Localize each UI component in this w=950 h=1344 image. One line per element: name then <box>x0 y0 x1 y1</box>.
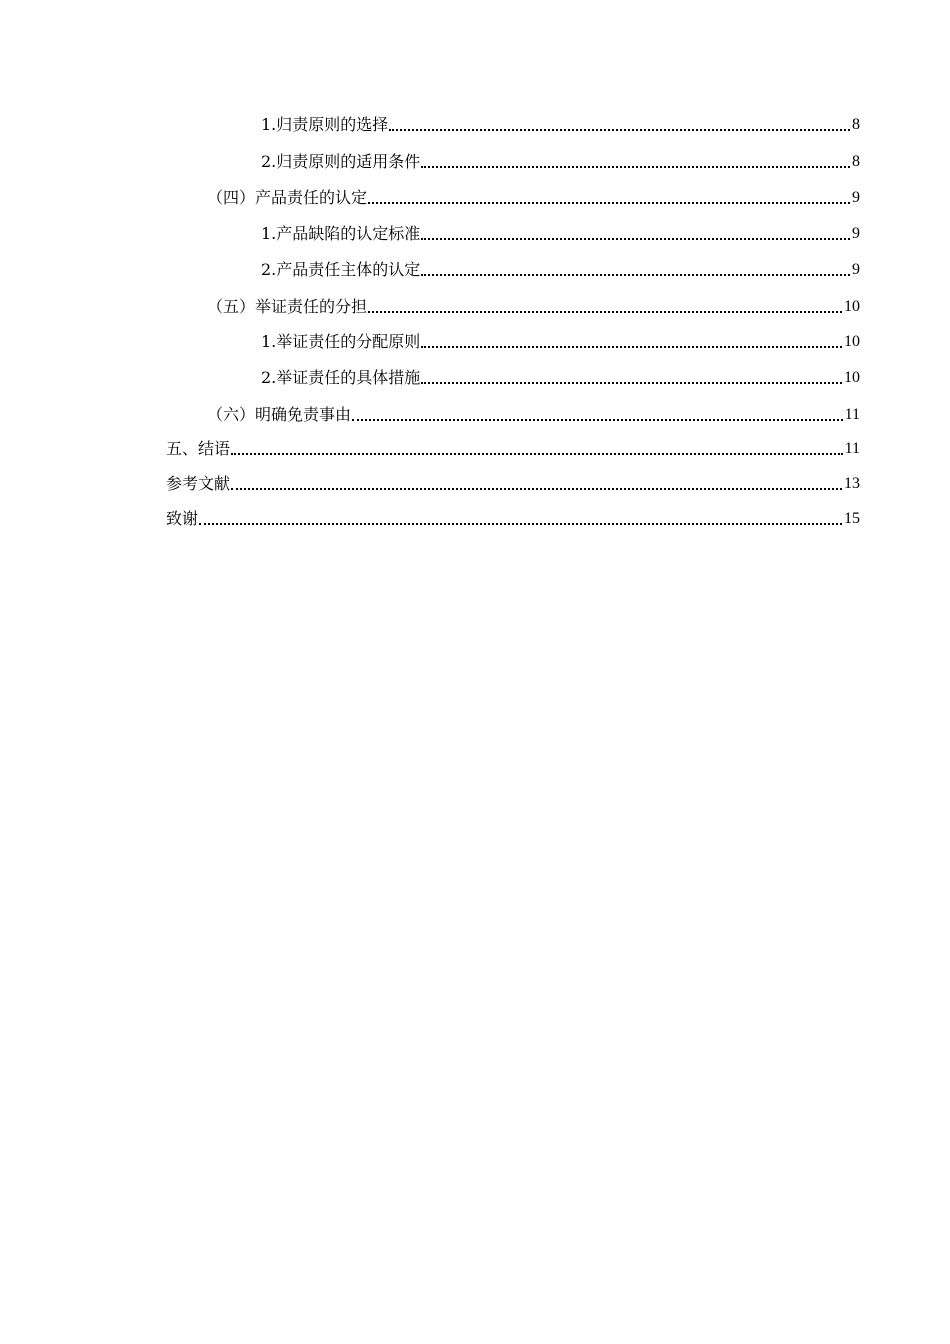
toc-entry[interactable] <box>261 222 860 246</box>
toc-entry[interactable] <box>261 150 860 174</box>
toc-entry-label: 2.归责原则的适用条件 <box>261 152 421 171</box>
toc-page-number: 8 <box>852 116 860 133</box>
toc-entry[interactable] <box>207 295 860 319</box>
toc-page-number: 10 <box>844 369 860 386</box>
toc-entry[interactable] <box>261 258 860 282</box>
toc-entry[interactable] <box>166 507 860 531</box>
toc-page-number: 8 <box>852 153 860 170</box>
toc-entry[interactable] <box>166 437 860 461</box>
toc-dot-leader <box>231 488 842 490</box>
toc-page-number: 11 <box>844 440 860 457</box>
toc-entry-label: 1.归责原则的选择 <box>261 115 389 134</box>
toc-entry[interactable] <box>166 472 860 496</box>
toc-entry-label: 2.产品责任主体的认定 <box>261 260 421 279</box>
toc-dot-leader <box>421 346 842 348</box>
toc-dot-leader <box>421 238 850 240</box>
toc-dot-leader <box>421 166 850 168</box>
toc-dot-leader <box>368 311 842 313</box>
toc-entry-label: （五）举证责任的分担 <box>207 297 368 316</box>
toc-entry-label: （六）明确免责事由 <box>207 405 352 424</box>
toc-entry[interactable] <box>261 113 860 137</box>
toc-entry[interactable] <box>261 366 860 390</box>
toc-page-number: 11 <box>844 406 860 423</box>
toc-page-number: 10 <box>844 298 860 315</box>
toc-dot-leader <box>389 129 850 131</box>
toc-dot-leader <box>231 453 843 455</box>
toc-page-number: 9 <box>852 189 860 206</box>
toc-dot-leader <box>421 274 850 276</box>
toc-entry[interactable] <box>207 403 860 427</box>
toc-entry-label: 致谢 <box>166 509 199 528</box>
toc-entry-label: 五、结语 <box>166 439 231 458</box>
toc-entry-label: （四）产品责任的认定 <box>207 188 368 207</box>
toc-dot-leader <box>352 419 843 421</box>
toc-entry[interactable] <box>207 186 860 210</box>
toc-page-number: 9 <box>852 225 860 242</box>
toc-entry[interactable] <box>261 330 860 354</box>
toc-page-number: 9 <box>852 261 860 278</box>
toc-entry-label: 2.举证责任的具体措施 <box>261 368 421 387</box>
toc-dot-leader <box>199 523 842 525</box>
toc-page-number: 10 <box>844 333 860 350</box>
toc-entry-label: 1.产品缺陷的认定标准 <box>261 224 421 243</box>
toc-page-number: 15 <box>844 510 860 527</box>
toc-page-number: 13 <box>844 475 860 492</box>
toc-entry-label: 参考文献 <box>166 474 231 493</box>
toc-dot-leader <box>421 382 842 384</box>
toc-dot-leader <box>368 202 850 204</box>
toc-entry-label: 1.举证责任的分配原则 <box>261 332 421 351</box>
